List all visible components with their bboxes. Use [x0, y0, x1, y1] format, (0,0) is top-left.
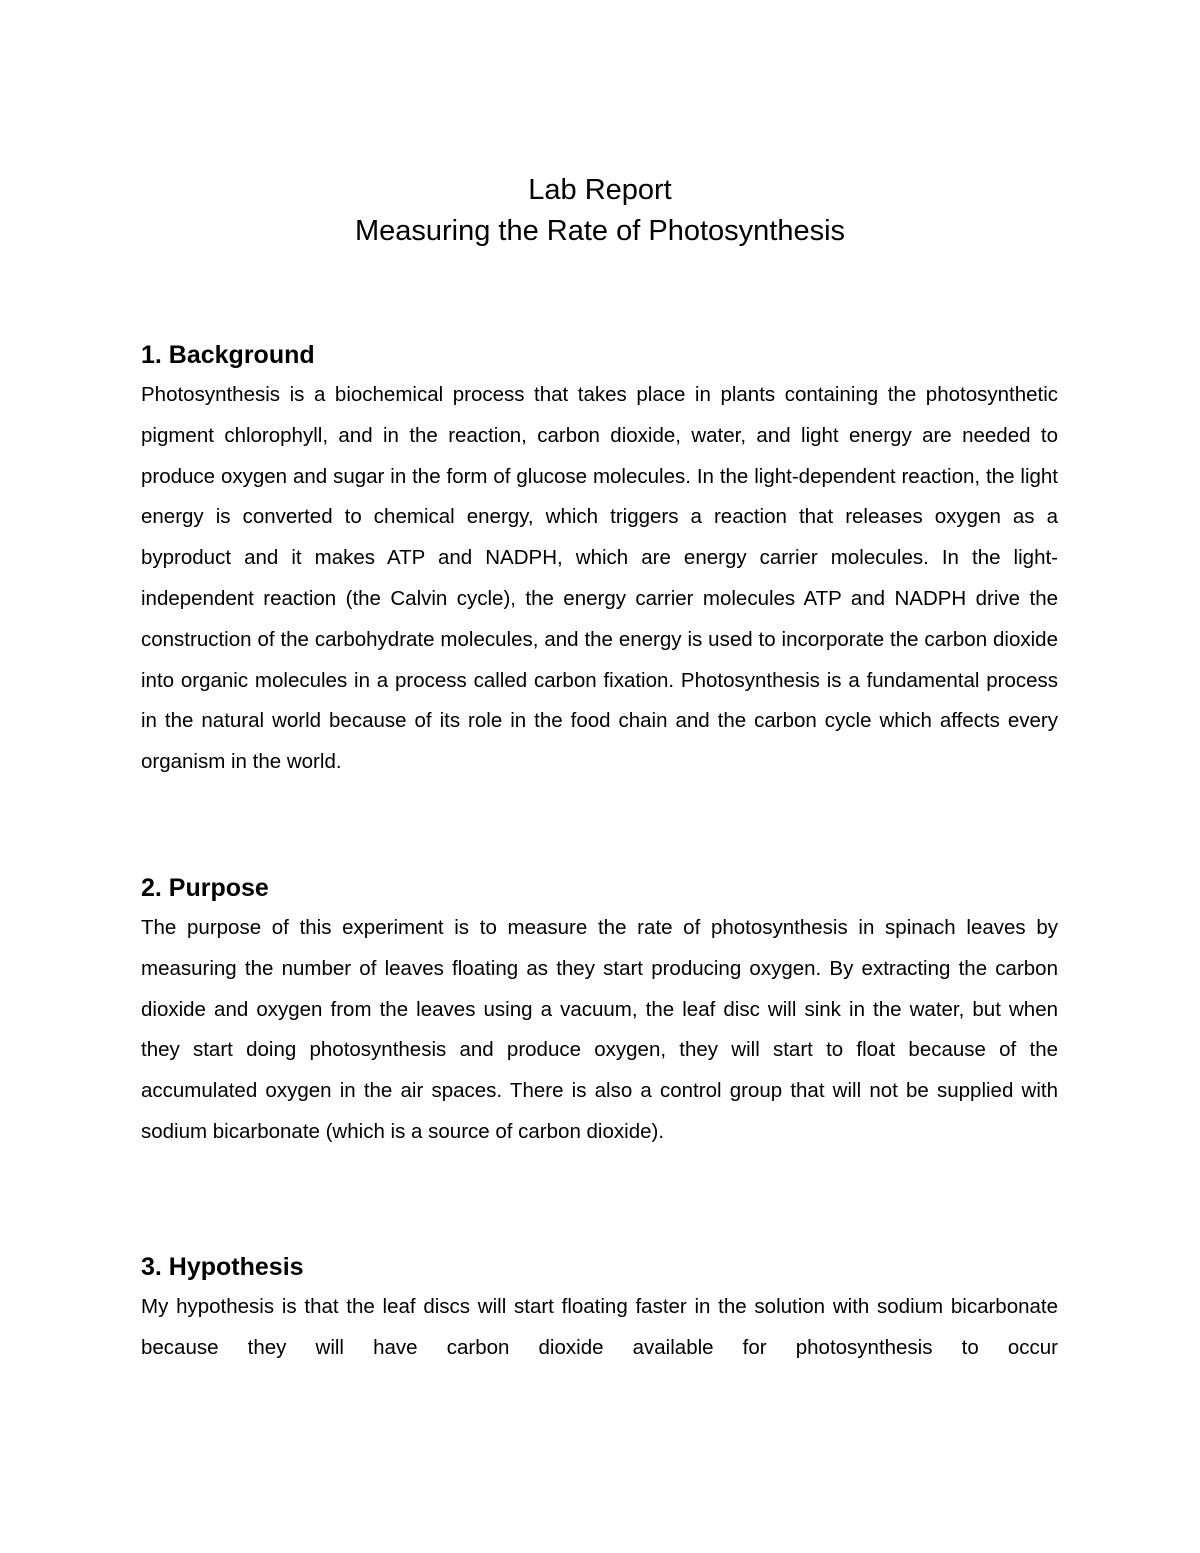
title-line-subject: Measuring the Rate of Photosynthesis — [354, 215, 846, 247]
section-purpose — [141, 868, 1058, 1153]
document-title — [0, 170, 1200, 252]
section-hypothesis — [141, 1247, 1058, 1369]
section-body-purpose: The purpose of this experiment is to measure the rate of photosynthesis in spinach leaves by measuring the number of leaves floating as they start producing oxygen. By extracting the carbon dioxide and oxygen from the leaves using a vacuum, the leaf disc will sink in the water, but when they start doing photosynthesis and produce oxygen, they will start to float because of the accumulated oxygen in the air spaces. There is also a control group that will not be supplied with sodium bicarbonate (which is a source of carbon dioxide). — [141, 916, 1058, 1143]
section-body-background: Photosynthesis is a biochemical process that takes place in plants containing the photosynthetic pigment chlorophyll, and in the reaction, carbon dioxide, water, and light energy are needed to produce oxygen and sugar in the form of glucose molecules. In the light-dependent reaction, the light energy is converted to chemical energy, which triggers a reaction that releases oxygen as a byproduct and it makes ATP and NADPH, which are energy carrier molecules. In the light-independent reaction (the Calvin cycle), the energy carrier molecules ATP and NADPH drive the construction of the carbohydrate molecules, and the energy is used to incorporate the carbon dioxide into organic molecules in a process called carbon fixation. Photosynthesis is a fundamental process in the natural world because of its role in the food chain and the carbon cycle which affects every organism in the world. — [141, 383, 1058, 774]
section-heading-background: 1. Background — [141, 341, 315, 369]
section-heading-purpose: 2. Purpose — [141, 874, 269, 902]
title-line-lab-report: Lab Report — [528, 174, 672, 206]
section-background — [141, 335, 1058, 783]
section-body-hypothesis: My hypothesis is that the leaf discs will start floating faster in the solution with sodium bicarbonate because they will have carbon dioxide available for photosynthesis to occur — [141, 1295, 1058, 1359]
section-heading-hypothesis: 3. Hypothesis — [141, 1253, 304, 1281]
